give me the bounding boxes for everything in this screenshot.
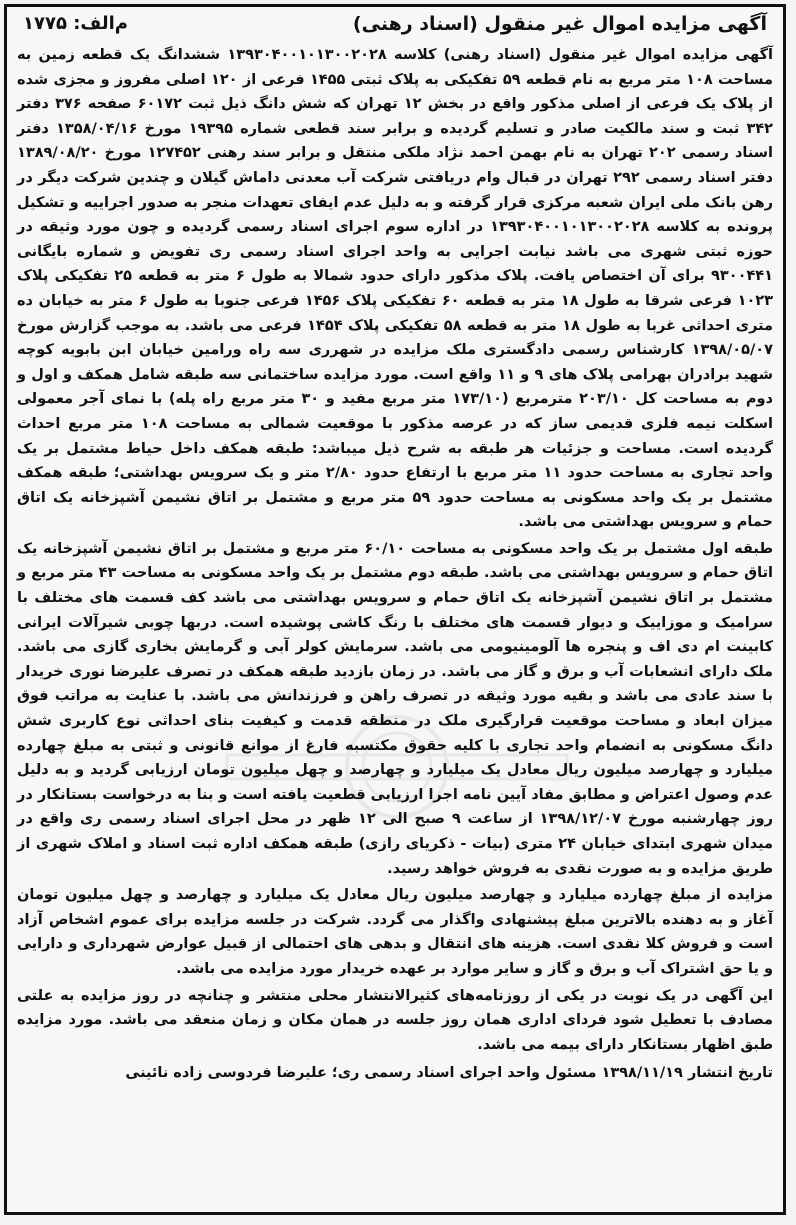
notice-title: آگهی مزایده اموال غیر منقول (اسناد رهنی) xyxy=(352,13,767,35)
auction-notice xyxy=(4,4,786,1215)
notice-header xyxy=(17,11,773,41)
paragraph-floors-and-valuation: طبقه اول مشتمل بر یک واحد مسکونی به مساحت ۶۰/۱۰ متر مربع و مشتمل بر اتاق نشیمن آشپزخانه یک اتاق حمام و سرویس بهداشتی می باشد. طبقه دوم مشتمل بر یک واحد مسکونی به مساحت ۴۳ متر مربع و مشتمل بر اتاق نشیمن آشپزخانه یک اتاق حمام و سرویس بهداشتی می باشد کف قسمت های مختلف با سرامیک و موزاییک و دیوار قسمت های مختلف با رنگ کاشی پوشیده است. دربها چوبی شیرآلات ایرانی کابینت ام دی اف و پنجره ها آلومینیومی می باشد. سرمایش کولر آبی و گرمایش بخاری گازی می باشد. ملک دارای انشعابات آب و برق و گاز می باشد. در زمان بازدید طبقه همکف در تصرف علیرضا نوری خریدار با سند عادی می باشد و بقیه مورد وثیقه در تصرف راهن و فرزندانش می باشد. با عنایت به مراتب فوق میزان ابعاد و مساحت موقعیت قرارگیری ملک در منطقه قدمت و کیفیت بنای احداثی نوع کاربری شش دانگ مسکونی به انضمام واحد تجاری با کلیه حقوق مکتسبه فارغ از موانع قانونی و ثبتی به مبلغ چهارده میلیارد و چهارصد میلیون ریال معادل یک میلیارد و چهارصد و چهل میلیون تومان ارزیابی گردید و به دلیل عدم وصول اعتراض و مطابق مفاد آیین نامه اجرا ارزیابی قطعیت یافته است و بنا به درخواست بستانکار در روز چهارشنبه مورخ ۱۳۹۸/۱۲/۰۷ از ساعت ۹ صبح الی ۱۲ ظهر در محل اجرای اسناد رسمی ری واقع در میدان شهری ابتدای خیابان ۲۴ متری (بیات - ذکریای رازی) طبقه همکف اداره ثبت اسناد و املاک شهری از طریق مزایده و به صورت نقدی به فروش خواهد رسید. xyxy=(17,540,774,877)
paragraph-publication-note: این آگهی در یک نوبت در یکی از روزنامه‌های کثیرالانتشار محلی منتشر و چنانچه در روز مزایده به علتی مصادف با تعطیل شود فردای اداری همان روز جلسه در همان مکان و زمان منعقد می باشد. مورد مزایده طبق اظهار بستانکار دارای بیمه می باشد. xyxy=(17,987,773,1053)
paragraph-auction-terms: مزایده از مبلغ چهارده میلیارد و چهارصد میلیون ریال معادل یک میلیارد و چهارصد و چهل میلیون تومان آغاز و به دهنده بالاترین مبلغ پیشنهادی واگذار می گردد. شرکت در جلسه مزایده برای عموم اشخاص آزاد است و فروش کلا نقدی است. هزینه های انتقال و بدهی های احتمالی از قبیل عوارض شهرداری و دارایی و یا حق اشتراک آب و برق و گاز و سایر موارد بر عهده خریدار مورد مزایده می باشد. xyxy=(17,887,773,977)
notice-footer: تاریخ انتشار ۱۳۹۸/۱۱/۱۹ مسئول واحد اجرای اسناد رسمی ری؛ علیرضا فردوسی زاده نائینی xyxy=(125,1065,773,1082)
paragraph-property-details: آگهی مزایده اموال غیر منقول (اسناد رهنی) کلاسه ۱۳۹۳۰۴۰۰۱۰۱۳۰۰۲۰۲۸ ششدانگ یک قطعه زمین به مساحت ۱۰۸ متر مربع به نام قطعه ۵۹ تفکیکی به پلاک ثبتی ۱۴۵۵ فرعی از ۱۲۰ اصلی مفروز و مجزی شده از پلاک یک فرعی از اصلی مذکور واقع در بخش ۱۲ تهران که شش دانگ ذیل ثبت ۶۰۱۷۲ صفحه ۳۷۶ دفتر ۳۴۲ ثبت و سند مالکیت صادر و تسلیم گردیده و برابر سند قطعی شماره ۱۹۳۹۵ مورخ ۱۳۵۸/۰۴/۱۶ دفتر اسناد رسمی ۲۰۲ تهران به نام بهمن احمد نژاد ملکی منتقل و برابر سند رهنی ۱۲۷۴۵۲ مورخ ۱۳۸۹/۰۸/۲۰ دفتر اسناد رسمی ۲۹۲ تهران در قبال وام دریافتی شرکت آب معدنی داماش گیلان و چندین شرکت دیگر در رهن بانک ملی ایران شعبه مرکزی قرار گرفته و به دلیل عدم ایفای تعهدات منجر به صدور اجراییه و تشکیل پرونده به کلاسه ۱۳۹۳۰۴۰۰۱۰۱۳۰۰۲۰۲۸ در اداره سوم اجرای اسناد رسمی گردیده و چون مورد وثیقه در حوزه ثبتی شهری می باشد نیابت اجرایی به واحد اجرای اسناد رسمی ری تفویض و شماره بایگانی ۹۳۰۰۴۴۱ برای آن اختصاص یافت. پلاک مذکور دارای حدود شمالا به طول ۶ متر به قطعه ۲۵ تفکیکی پلاک ۱۰۲۳ فرعی شرقا به طول ۱۸ متر به قطعه ۶۰ تفکیکی پلاک ۱۴۵۶ فرعی جنوبا به طول ۶ متر به خیابان ده متری احداثی غربا به طول ۱۸ متر به قطعه ۵۸ تفکیکی پلاک ۱۴۵۴ فرعی می باشد. به موجب گزارش مورخ ۱۳۹۸/۰۵/۰۷ کارشناس رسمی دادگستری ملک مزایده در شهرری سه راه ورامین خیابان ابن بابویه کوچه شهید برادران بهرامی پلاک های ۹ و ۱۱ واقع است. مورد مزایده ساختمانی سه طبقه شامل همکف و اول و دوم به مساحت کل ۲۰۳/۱۰ مترمربع (۱۷۳/۱۰ متر مربع مفید و ۳۰ متر مربع راه پله) با نمای آجر معمولی اسکلت نیمه فلزی قدیمی ساز که در عرصه مذکور با موقعیت شمالی به مساحت ۱۰۸ متر مربع احداث گردیده است. مساحت و جزئیات هر طبقه به شرح ذیل میباشد: طبقه همکف داخل حیاط مشتمل بر یک واحد تجاری به مساحت حدود ۱۱ متر مربع با ارتفاع حدود ۲/۸۰ متر و یک سرویس بهداشتی؛ طبقه همکف مشتمل بر یک واحد مسکونی به مساحت حدود ۵۹ متر مربع و مشتمل بر اتاق نشیمن آشپزخانه یک اتاق حمام و سرویس بهداشتی می باشد. xyxy=(17,47,774,531)
notice-code: م‌الف: ۱۷۷۵ xyxy=(23,13,128,34)
